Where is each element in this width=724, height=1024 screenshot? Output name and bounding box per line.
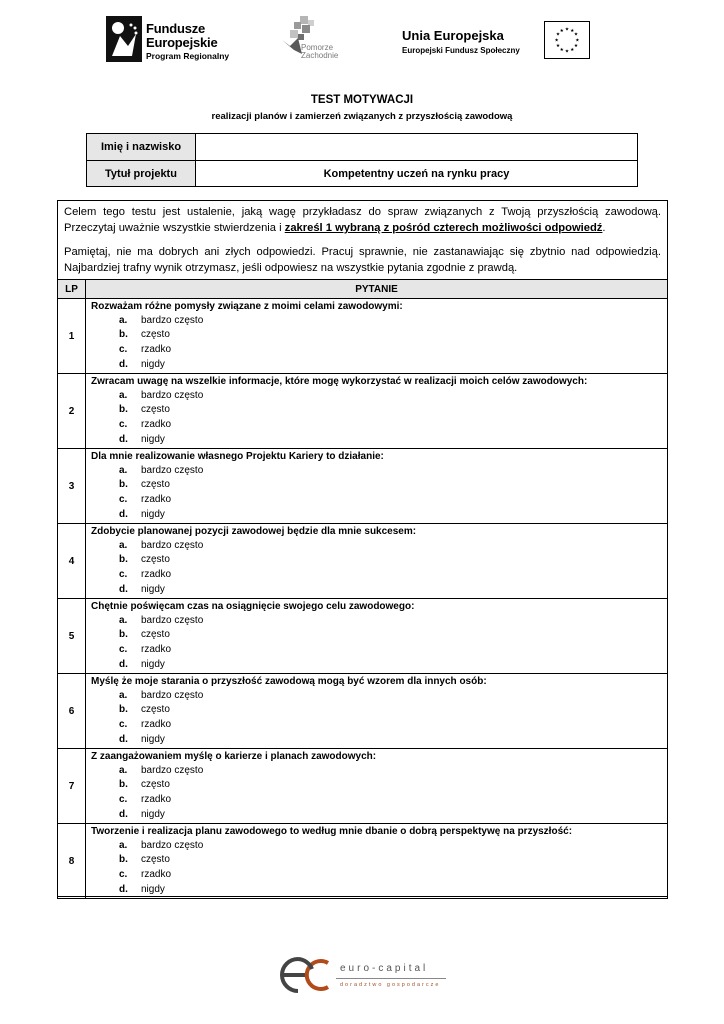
instructions-text-1: Celem tego testu jest ustalenie, jaką wagę przykładasz do spraw związanych z Twoją przyszłością zawodową. Przeczytaj uważnie wszystkie stwierdzenia i xyxy=(64,206,661,234)
instructions-highlight: zakreśl 1 wybraną z pośród czterech możliwości odpowiedź xyxy=(284,222,603,234)
answer-label: często xyxy=(141,479,170,491)
question-text: Chętnie poświęcam czas na osiągnięcie swojego celu zawodowego: xyxy=(91,601,415,612)
answer-option[interactable] xyxy=(119,643,667,658)
answer-letter: b. xyxy=(119,854,128,866)
answer-option[interactable] xyxy=(119,808,667,823)
instructions-text-1-end: . xyxy=(602,222,606,234)
answer-letter: d. xyxy=(119,358,128,370)
question-cell xyxy=(86,749,668,824)
question-cell xyxy=(86,299,668,374)
name-row xyxy=(87,134,638,161)
answer-letter: a. xyxy=(119,689,128,701)
answer-letter: b. xyxy=(119,779,128,791)
answer-letter: c. xyxy=(119,794,128,806)
question-text: Rozważam różne pomysły związane z moimi celami zawodowymi: xyxy=(91,301,403,312)
ue-line2: Europejski Fundusz Społeczny xyxy=(402,46,520,55)
answer-option[interactable] xyxy=(119,718,667,733)
answer-letter: a. xyxy=(119,389,128,401)
answer-letter: a. xyxy=(119,839,128,851)
answer-option[interactable] xyxy=(119,328,667,343)
answer-option[interactable] xyxy=(119,764,667,779)
answer-option[interactable] xyxy=(119,403,667,418)
euro-capital-icon xyxy=(276,955,346,995)
answer-option[interactable] xyxy=(119,839,667,854)
question-cell xyxy=(86,674,668,749)
project-row xyxy=(87,161,638,187)
answer-label: często xyxy=(141,629,170,641)
answer-option[interactable] xyxy=(119,628,667,643)
answer-option[interactable] xyxy=(119,568,667,583)
question-text: Myślę że moje starania o przyszłość zawodową mogą być wzorem dla innych osób: xyxy=(91,676,487,687)
answer-label: często xyxy=(141,329,170,341)
answer-letter: a. xyxy=(119,539,128,551)
footer-divider xyxy=(336,978,446,979)
answer-option[interactable] xyxy=(119,493,667,508)
answer-label: nigdy xyxy=(141,808,165,820)
table-row xyxy=(58,749,668,824)
svg-text:★: ★ xyxy=(564,27,570,33)
answer-option[interactable] xyxy=(119,733,667,748)
answer-letter: c. xyxy=(119,494,128,506)
question-number: 5 xyxy=(58,599,86,674)
pz-line1: Pomorze xyxy=(301,43,334,52)
table-row xyxy=(58,374,668,449)
answer-option[interactable] xyxy=(119,583,667,598)
question-number: 6 xyxy=(58,674,86,749)
questions-table xyxy=(57,279,668,899)
answer-label: rzadko xyxy=(141,719,172,731)
table-row xyxy=(58,599,668,674)
answer-options xyxy=(86,764,667,823)
question-number: 3 xyxy=(58,449,86,524)
table-row xyxy=(58,449,668,524)
answer-label: bardzo często xyxy=(141,389,204,401)
fe-line1: Fundusze xyxy=(146,21,206,36)
answer-letter: d. xyxy=(119,508,128,520)
answer-label: bardzo często xyxy=(141,539,204,551)
answer-letter: d. xyxy=(119,883,128,895)
footer-tagline: doradztwo gospodarcze xyxy=(340,982,441,988)
answer-letter: d. xyxy=(119,733,128,745)
question-number: 2 xyxy=(58,374,86,449)
answer-letter: c. xyxy=(119,644,128,656)
pomorze-zachodnie-logo-text xyxy=(301,44,338,60)
answer-label: często xyxy=(141,854,170,866)
fundusze-europejskie-logo-text xyxy=(146,22,229,61)
question-text: Zdobycie planowanej pozycji zawodowej będzie dla mnie sukcesem: xyxy=(91,526,417,537)
question-cell xyxy=(86,524,668,599)
answer-options xyxy=(86,539,667,598)
answer-letter: d. xyxy=(119,808,128,820)
svg-text:★: ★ xyxy=(570,47,575,53)
fe-line3: Program Regionalny xyxy=(146,51,230,61)
question-number: 8 xyxy=(58,824,86,899)
answer-options xyxy=(86,464,667,523)
question-text: Zwracam uwagę na wszelkie informacje, które mogę wykorzystać w realizacji moich celów zawodowych: xyxy=(91,376,588,387)
svg-text:★: ★ xyxy=(554,38,559,44)
svg-text:★: ★ xyxy=(575,38,580,44)
fe-line2: Europejskie xyxy=(146,35,218,50)
col-lp-header: LP xyxy=(58,280,86,299)
pz-line2: Zachodnie xyxy=(301,51,339,60)
svg-text:★: ★ xyxy=(555,44,561,50)
footer-brand: euro-capital xyxy=(340,963,429,974)
answer-options xyxy=(86,689,667,748)
project-label: Tytuł projektu xyxy=(87,161,196,187)
answer-label: rzadko xyxy=(141,869,172,881)
table-row xyxy=(58,524,668,599)
answer-option[interactable] xyxy=(119,553,667,568)
answer-label: rzadko xyxy=(141,344,172,356)
answer-label: nigdy xyxy=(141,733,165,745)
answer-option[interactable] xyxy=(119,883,667,898)
answer-letter: d. xyxy=(119,583,128,595)
answer-label: nigdy xyxy=(141,358,165,370)
instructions xyxy=(58,201,667,276)
header-logos xyxy=(0,0,724,80)
answer-label: bardzo często xyxy=(141,614,204,626)
answer-option[interactable] xyxy=(119,389,667,404)
answer-letter: c. xyxy=(119,719,128,731)
answer-option[interactable] xyxy=(119,418,667,433)
instructions-paragraph-1 xyxy=(64,204,661,236)
answer-label: nigdy xyxy=(141,883,165,895)
answer-label: nigdy xyxy=(141,658,165,670)
answer-label: rzadko xyxy=(141,644,172,656)
test-box xyxy=(57,200,668,897)
answer-label: rzadko xyxy=(141,494,172,506)
answer-letter: c. xyxy=(119,419,128,431)
answer-letter: b. xyxy=(119,554,128,566)
answer-option[interactable] xyxy=(119,778,667,793)
answer-letter: a. xyxy=(119,614,128,626)
fundusze-europejskie-icon xyxy=(106,16,142,62)
answer-letter: c. xyxy=(119,869,128,881)
answer-option[interactable] xyxy=(119,343,667,358)
answer-letter: b. xyxy=(119,629,128,641)
question-text: Tworzenie i realizacja planu zawodowego to według mnie dbanie o dobrą perspektywę na przyszłość: xyxy=(91,826,573,837)
question-number: 1 xyxy=(58,299,86,374)
answer-option[interactable] xyxy=(119,689,667,704)
answer-option[interactable] xyxy=(119,703,667,718)
answer-option[interactable] xyxy=(119,853,667,868)
answer-letter: d. xyxy=(119,433,128,445)
answer-letter: b. xyxy=(119,479,128,491)
question-cell xyxy=(86,599,668,674)
info-table xyxy=(86,133,638,187)
project-value: Kompetentny uczeń na rynku pracy xyxy=(196,161,638,187)
answer-label: rzadko xyxy=(141,569,172,581)
answer-label: bardzo często xyxy=(141,839,204,851)
answer-option[interactable] xyxy=(119,614,667,629)
question-text: Dla mnie realizowanie własnego Projektu Kariery to działanie: xyxy=(91,451,384,462)
table-row xyxy=(58,299,668,374)
answer-options xyxy=(86,389,667,448)
question-cell xyxy=(86,449,668,524)
question-number: 7 xyxy=(58,749,86,824)
svg-text:★: ★ xyxy=(573,44,579,50)
answer-option[interactable] xyxy=(119,793,667,808)
question-number: 4 xyxy=(58,524,86,599)
question-text: Z zaangażowaniem myślę o karierze i planach zawodowych: xyxy=(91,751,377,762)
answer-option[interactable] xyxy=(119,464,667,479)
svg-text:★: ★ xyxy=(573,32,579,38)
svg-text:★: ★ xyxy=(570,28,575,34)
answer-label: często xyxy=(141,404,170,416)
answer-label: rzadko xyxy=(141,419,172,431)
answer-option[interactable] xyxy=(119,539,667,554)
answer-option[interactable] xyxy=(119,478,667,493)
page-subtitle: realizacji planów i zamierzeń związanych z przyszłością zawodową xyxy=(211,111,513,122)
answer-label: nigdy xyxy=(141,508,165,520)
svg-text:★: ★ xyxy=(559,28,564,34)
answer-letter: c. xyxy=(119,569,128,581)
svg-text:★: ★ xyxy=(555,32,561,38)
name-field[interactable] xyxy=(196,134,638,161)
table-row xyxy=(58,674,668,749)
page-title: TEST MOTYWACJI xyxy=(310,94,414,106)
answer-letter: d. xyxy=(119,658,128,670)
eu-flag-icon xyxy=(544,21,590,59)
answer-label: rzadko xyxy=(141,794,172,806)
answer-option[interactable] xyxy=(119,658,667,673)
answer-option[interactable] xyxy=(119,314,667,329)
answer-letter: b. xyxy=(119,329,128,341)
answer-options xyxy=(86,839,667,898)
svg-text:★: ★ xyxy=(559,47,564,53)
answer-letter: b. xyxy=(119,404,128,416)
table-header xyxy=(58,280,668,299)
answer-label: bardzo często xyxy=(141,464,204,476)
answer-label: bardzo często xyxy=(141,764,204,776)
ue-line1: Unia Europejska xyxy=(402,28,504,43)
unia-europejska-logo-text xyxy=(402,28,520,55)
answer-label: często xyxy=(141,554,170,566)
instructions-paragraph-2: Pamiętaj, nie ma dobrych ani złych odpowiedzi. Pracuj sprawnie, nie zastanawiając się zbytnio nad odpowiedzią. Najbardziej trafny wynik otrzymasz, jeśli odpowiesz na wszystkie pytania zgodnie z prawdą. xyxy=(64,246,661,274)
question-cell xyxy=(86,374,668,449)
table-row xyxy=(58,824,668,899)
answer-label: bardzo często xyxy=(141,689,204,701)
answer-letter: a. xyxy=(119,764,128,776)
svg-text:★: ★ xyxy=(564,49,570,55)
answer-letter: a. xyxy=(119,314,128,326)
answer-label: często xyxy=(141,704,170,716)
answer-letter: b. xyxy=(119,704,128,716)
answer-option[interactable] xyxy=(119,508,667,523)
answer-label: często xyxy=(141,779,170,791)
answer-option[interactable] xyxy=(119,358,667,373)
answer-option[interactable] xyxy=(119,433,667,448)
answer-options xyxy=(86,314,667,373)
answer-option[interactable] xyxy=(119,868,667,883)
answer-letter: c. xyxy=(119,344,128,356)
col-question-header: PYTANIE xyxy=(86,280,668,299)
answer-options xyxy=(86,614,667,673)
name-label: Imię i nazwisko xyxy=(87,134,196,161)
answer-label: bardzo często xyxy=(141,314,204,326)
answer-letter: a. xyxy=(119,464,128,476)
answer-label: nigdy xyxy=(141,433,165,445)
answer-label: nigdy xyxy=(141,583,165,595)
question-cell xyxy=(86,824,668,899)
